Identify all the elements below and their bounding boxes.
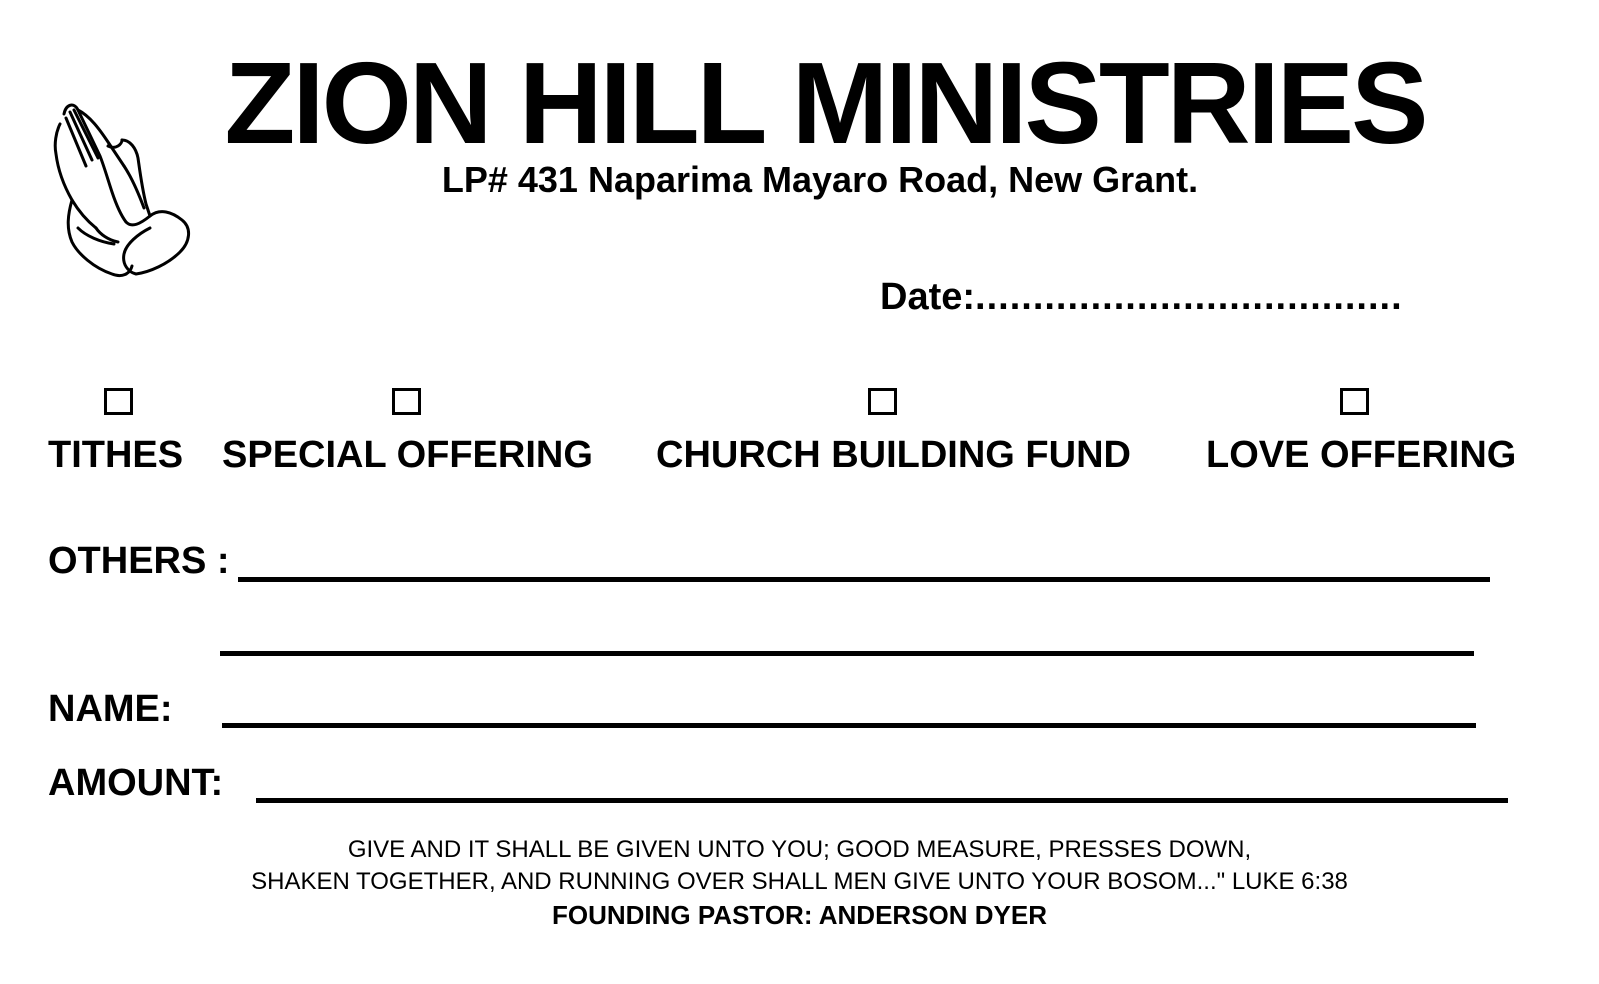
date-label: Date: (880, 276, 976, 318)
special-offering-label: SPECIAL OFFERING (222, 434, 593, 476)
tithes-label: TITHES (48, 434, 184, 476)
others-line-2[interactable] (220, 651, 1474, 656)
church-building-fund-checkbox[interactable] (868, 388, 897, 415)
page-title: ZION HILL MINISTRIES (224, 38, 1426, 168)
founding-pastor: FOUNDING PASTOR: ANDERSON DYER (552, 900, 1047, 930)
date-dotted-line[interactable]: ..................................... (975, 276, 1403, 318)
amount-label: AMOUNT: (48, 762, 224, 804)
date-field[interactable] (880, 274, 1403, 320)
verse-line-2: SHAKEN TOGETHER, AND RUNNING OVER SHALL MEN GIVE UNTO YOUR BOSOM..." LUKE 6:38 (251, 868, 1348, 895)
others-label: OTHERS : (48, 540, 230, 582)
amount-line[interactable] (256, 798, 1508, 803)
verse-line-1: GIVE AND IT SHALL BE GIVEN UNTO YOU; GOOD MEASURE, PRESSES DOWN, (347, 836, 1252, 863)
church-building-fund-label: CHURCH BUILDING FUND (656, 434, 1131, 476)
others-line-1[interactable] (238, 577, 1490, 582)
love-offering-label: LOVE OFFERING (1206, 434, 1517, 476)
name-line[interactable] (222, 723, 1476, 728)
tithes-checkbox[interactable] (104, 388, 133, 415)
love-offering-checkbox[interactable] (1340, 388, 1369, 415)
church-address: LP# 431 Naparima Mayaro Road, New Grant. (441, 159, 1199, 200)
special-offering-checkbox[interactable] (392, 388, 421, 415)
name-label: NAME: (48, 688, 173, 730)
